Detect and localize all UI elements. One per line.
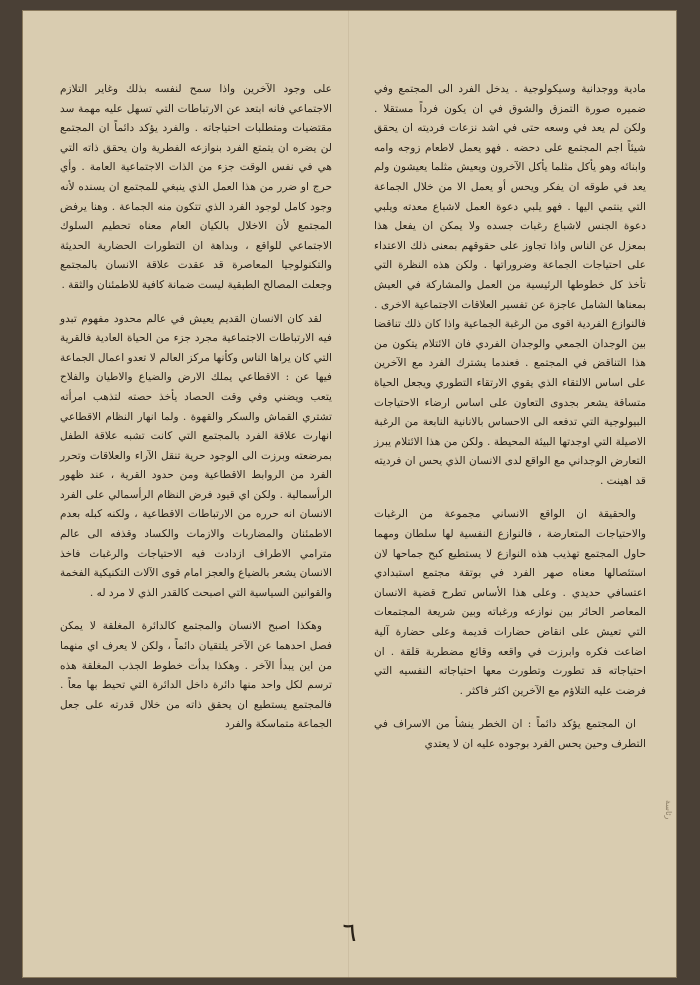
library-stamp: رئاسة (664, 800, 673, 820)
paragraph: لقد كان الانسان القديم يعيش في عالم محدود مفهوم تبدو فيه الارتباطات الاجتماعية مجرد جزء من الحياة العادية فالقرية التي كان يراها الناس وكأنها مركز العالم لا تعدو اعمال الجماعة فيها عن : الاقطاعي يملك الارض والضياع والاطيان والفلاح يتعب ويضني وفي وقت الحصاد يأخذ حصته لتذهب امرأته تشتري القماش والسكر والقهوة . ولما انهار النظام الاقطاعي انهارت علاقة الفرد بالمجتمع التي كانت تشبه علاقة الطفل بمرضعته وبرزت الى الوجود حرية تنقل الآراء والعلاقات وتحرر الفرد من الروابط الاقطاعية ومن حدود القرية ، عند ظهور الرأسمالية . ولكن اي قيود فرض النظام الرأسمالي على الفرد الانسان انه حرره من الارتباطات الاقطاعية ، ولكنه كبله بعدم الاطمئنان والمضاربات والازمات والكساد وقذفه الى عالم مترامي الاطراف ازدادت فيه الاحتياجات والرغبات فاخذ الانسان يشعر بالضياع والعجز امام قوى الآلات التكنيكية الفخمة والقوانين السياسية التي اصبحت كالقدر الذي لا مرد له . (60, 312, 332, 599)
left-column (60, 80, 332, 749)
paragraph: ان المجتمع يؤكد دائماً : ان الخطر ينشأ من الاسراف في التطرف وحين يحس الفرد بوجوده عليه ان لا يعتدي (374, 718, 646, 750)
paragraph: مادية ووجدانية وسيكولوجية . يدخل الفرد الى المجتمع وفي ضميره صورة التمزق والشوق في ان يكون فرداً مستقلا . ولكن لم يعد في وسعه حتى في اشد نزعات فرديته ان يحقق شيئاً اجم المجتمع على دحضه . فهو يعمل لاطعام زوجه وامه وابنائه وهو يأكل مثلما يأكل الآخرون ويعيش مثلما يعيشون ولم يعد في طوقه ان يفكر ويحس أو يعمل الا من خلال الجماعة التي ينتمي اليها . فهو يلبي دعوة العمل لاشباع معدته ويلبي دعوة الجنس لاشباع رغبات جسده ولا يمكن ان يفعل هذا بمعزل عن الناس واذا تجاوز على حقوقهم بمعنى ذلك الاعتداء على احتياجات الجماعة وضروراتها . ولكن هذه النظرة التي تأخذ كل خطوطها الرئيسية من العمل والمشاركة في العيش بمعناها الشامل عاجزة عن تفسير العلاقات الاجتماعية الاخرى . فالنوازع الفردية اقوى من الرغبة الجماعية واذا كان ذلك تناقضا بين الوجدان الجمعي والوجدان الفردي فان الائتلام يتكون من هذا التناقض في المجتمع . فعندما يشترك الفرد مع الآخرين على اساس الالتقاء الذي يقوي الارتقاء التطوري ويجعل الحياة متساقة يشعر بجدوى التعاون على اساس ارضاء الاحتياجات البيولوجية التي تدفعه الى الاحساس بالانانية النابعة من الرغبة الاصيلة التي اوجدتها البيئة المحيطة . ولكن من هذا الائتلام يبرز التعارض الوجداني مع الواقع لدى الانسان الذي يحس ان فرديته قد اهينت . (374, 83, 646, 487)
right-column (374, 80, 646, 769)
page-sheet (22, 10, 677, 978)
paragraph: وهكذا اصبح الانسان والمجتمع كالدائرة المغلقة لا يمكن فصل احدهما عن الآخر يلتقيان دائماً ، ولكن لا يعرف اي منهما من اين يبدأ الآخر . وهكذا بدأت خطوط الجذب المغلقة هذه ترسم لكل واحد منها دائرة داخل الدائرة التي تحيط بها معاً . فالمجتمع يستطيع ان يحقق ذاته من خلال قدرته على جعل الجماعة متماسكة والفرد (60, 620, 332, 731)
page-number: ٦ (342, 918, 357, 948)
paragraph: على وجود الآخرين واذا سمح لنفسه بذلك وغاير التلازم الاجتماعي فانه ابتعد عن الارتباطات التي تسهل عليه مهمة سد مقتضيات ومتطلبات احتياجاته . والفرد يؤكد دائماً ان المجتمع لن يضره ان يتمتع الفرد بنوازعه الفطرية وان يحقق ذاته التي هي في نفس الوقت جزء من الذات الاجتماعية العامة . وأي حرج او ضرر من هذا العمل الذي ينبغي للمجتمع ان يسنده لأنه وجود كامل لوجود الفرد الذي تتكون منه الجماعة . وهنا يرفض المجتمع لأن الاخلال بالكيان العام معناه تحطيم السلوك الاجتماعي للواقع ، وبداهة ان التطورات الحضارية الحديثة والتكنولوجيا المعاصرة قد عقدت علاقة الانسان بالمجتمع وجعلت المصالح الطبقية ليست ضمانة كافية للاطمئنان والثقة . (60, 83, 332, 291)
paragraph: والحقيقة ان الواقع الانساني مجموعة من الرغبات والاحتياجات المتعارضة ، فالنوازع النفسية لها سلطان ومهما حاول المجتمع تهذيب هذه النوازع لا يستطيع كبح جماحها لان استئصالها معناه صهر الفرد في بوتقة مجتمع استبدادي اعتسافي حديدي . وعلى هذا الأساس تطرح قضية الانسان المعاصر الحائر بين نوازعه ورغباته وبين شريعة المجتمعات التي تعيش على انقاض حضارات قديمة وعلى حضارة آلية اضاعت فكره وابرزت في واقعه وقائع مضطربة قلقة . ان احتياجاته قد تطورت وتطورت معها احتياجاته النفسيه التي فرضت عليه التلاؤم مع الآخرين اكثر فاكثر . (374, 508, 646, 697)
